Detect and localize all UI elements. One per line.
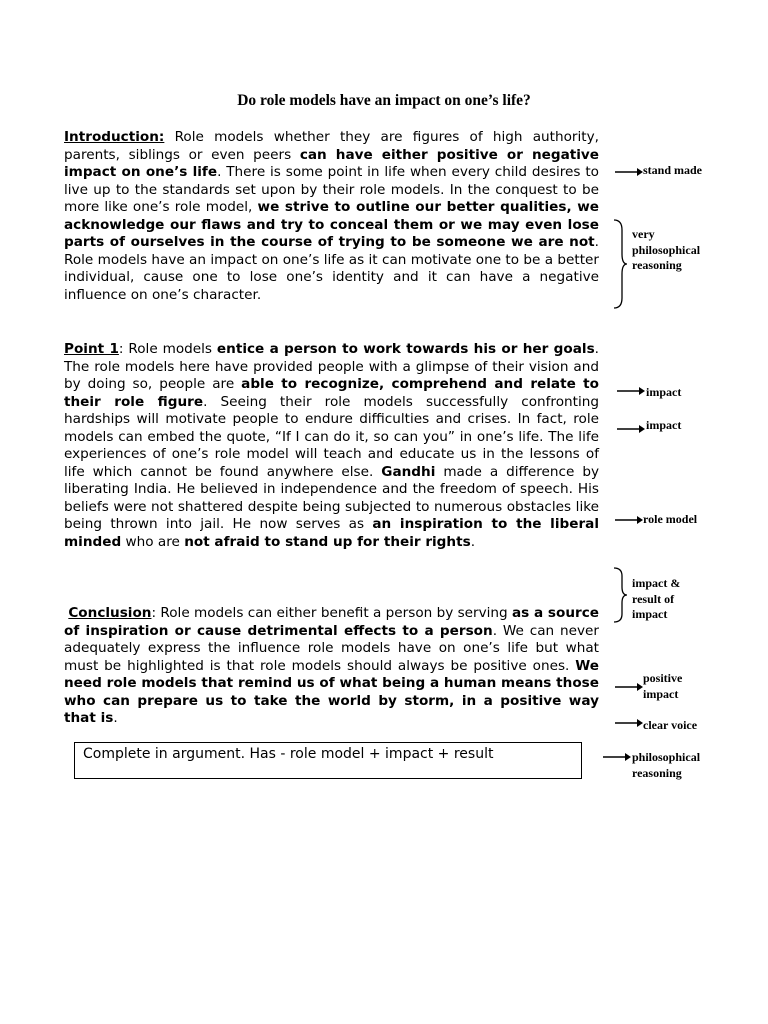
point1-bold-2: able to recognize, comprehend and relate to their role figure — [64, 376, 599, 410]
intro-bold-1: can have either positive or negative impact on one’s life — [64, 146, 599, 180]
arrow-icon — [617, 386, 645, 396]
point1-bold-1: entice a person to work towards his or her goals — [216, 341, 595, 357]
point1-bold-5: not afraid to stand up for their rights — [184, 533, 471, 550]
point1-text-3: . Seeing their role models successfully confronting hardships will motivate people to endure difficulties and crises. In fact, role models can embed the quote, “If I can do it, so can you” in one’s life. The life experiences of one’s role model will teach and educate us in the lessons of life which cannot be found anywhere else. — [64, 393, 599, 480]
point1-text-2: . The role models here have provided people with a glimpse of their vision and by doing so, people are — [64, 341, 599, 392]
point1-text-1: : Role models — [118, 341, 217, 357]
point1-text-5: who are — [121, 533, 185, 550]
intro-text-2: . There is some point in life when every child desires to live up to the standards set upon by their role models. In the conquest to be more like one’s role model, — [64, 164, 599, 215]
summary-box: Complete in argument. Has - role model + impact + result — [74, 742, 582, 779]
conclusion-bold-2: We need role models that remind us of what being a human means those who can prepare us to take the world by storm, in a positive way that is — [64, 657, 599, 726]
conclusion-text-2: . We can never adequately express the influence role models have on one’s life but what must be highlighted is that role models should always be positive ones. — [64, 622, 600, 674]
conclusion-heading: Conclusion — [68, 605, 152, 621]
intro-text-1: Role models whether they are figures of high authority, parents, siblings or even peers — [64, 129, 599, 163]
annotation-impact-2: impact — [646, 418, 682, 432]
introduction-paragraph — [64, 129, 599, 304]
intro-bold-2: we strive to outline our better qualities, we acknowledge our flaws and try to conceal them or we may even lose parts of ourselves in the course of trying to be someone we are not — [64, 199, 599, 250]
point1-bold-3: Gandhi — [381, 463, 436, 480]
arrow-icon — [615, 515, 643, 525]
brace-icon — [612, 218, 628, 310]
point1-paragraph — [64, 341, 599, 551]
arrow-icon — [615, 718, 643, 728]
arrow-icon — [617, 424, 645, 434]
arrow-icon — [615, 167, 643, 177]
annotation-philosophical: philosophical reasoning — [632, 750, 701, 780]
annotation-very-philosophical: very philosophical reasoning — [632, 227, 701, 272]
annotation-stand-made: stand made — [643, 163, 703, 177]
conclusion-text-3: . — [113, 710, 118, 726]
point1-text-4: made a difference by liberating India. He believed in independence and the freedom of speech. His beliefs were not shattered despite being subjected to numerous obstacles like being thrown into jail. He now serves as — [64, 463, 599, 532]
annotation-positive-impact: positive impact — [643, 671, 683, 701]
conclusion-paragraph — [64, 605, 599, 728]
essay-title: Do role models have an impact on one’s life? — [237, 92, 531, 109]
introduction-heading: Introduction: — [64, 129, 165, 145]
annotation-impact-1: impact — [646, 385, 682, 399]
arrow-icon — [615, 682, 643, 692]
annotation-impact-result: impact & result of impact — [632, 576, 681, 621]
arrow-icon — [603, 752, 631, 762]
point1-bold-4: an inspiration to the liberal minded — [64, 516, 599, 550]
point1-text-6: . — [470, 533, 476, 550]
annotation-clear-voice: clear voice — [643, 718, 698, 732]
brace-icon — [612, 566, 628, 624]
annotation-role-model: role model — [643, 512, 698, 526]
intro-text-3: . Role models have an impact on one’s life as it can motivate one to be a better individual, cause one to lose one’s identity and it can have a negative influence on one’s character. — [64, 234, 599, 303]
point1-heading: Point 1 — [64, 341, 119, 357]
conclusion-bold-1: as a source of inspiration or cause detrimental effects to a person — [64, 605, 599, 639]
conclusion-text-1: : Role models can either benefit a person by serving — [151, 605, 512, 621]
